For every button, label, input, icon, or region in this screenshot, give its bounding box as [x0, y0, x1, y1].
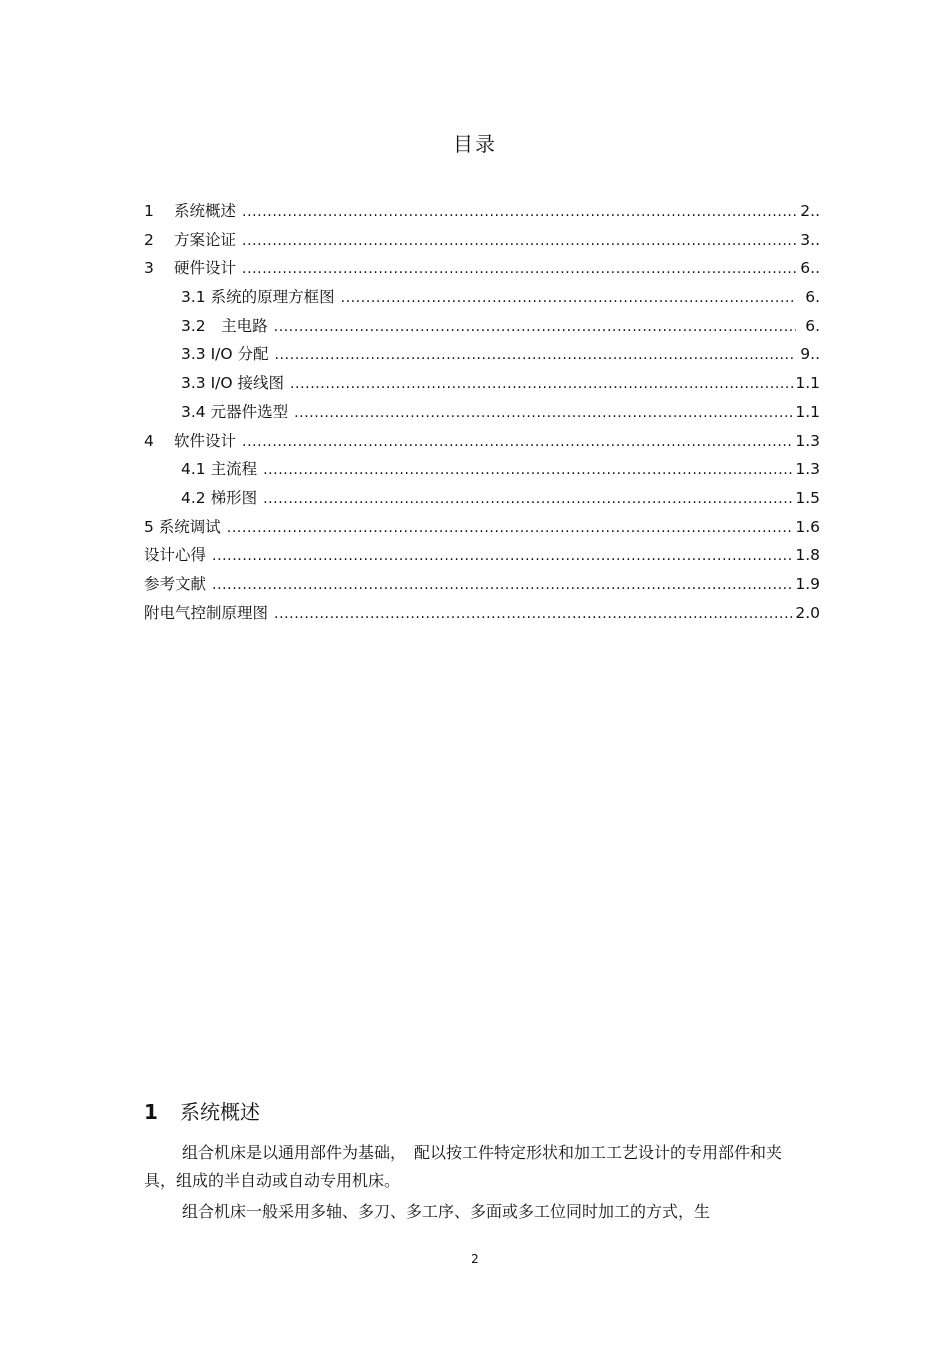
toc-entry-label: 硬件设计 [174, 259, 237, 278]
toc-entry-page: 1.5 [795, 488, 820, 507]
toc-subentry[interactable] [144, 369, 820, 398]
toc-entry[interactable] [144, 570, 820, 599]
toc-subentry[interactable] [144, 340, 820, 369]
paragraph-text: 组合机床是以通用部件为基础， 配以按工件特定形状和加工工艺设计的专用部件和夹具，组成的半自动或自动专用机床。 [144, 1143, 783, 1190]
toc-entry-label: 系统概述 [174, 202, 237, 220]
toc-entry-label: 设计心得 [144, 546, 207, 565]
toc-entry-label: 4.1 主流程 [181, 460, 258, 479]
toc-entry[interactable] [144, 427, 820, 456]
toc-leader-dots [242, 226, 796, 256]
toc-entry-number: 4 [144, 431, 154, 450]
toc-leader-dots [290, 369, 793, 399]
toc-entry-label: 方案论证 [174, 230, 237, 249]
toc-leader-dots [275, 340, 797, 370]
toc-leader-dots [212, 541, 793, 571]
toc-leader-dots [212, 570, 793, 600]
page-number: 2 [471, 1252, 479, 1266]
toc-entry[interactable] [144, 541, 820, 570]
toc-entry-label: 软件设计 [174, 431, 237, 450]
toc-entry-page: 6. [805, 288, 820, 307]
body-paragraph [144, 1139, 794, 1195]
toc-leader-dots [263, 484, 793, 514]
toc-entry-number: 3 [144, 259, 154, 278]
toc-leader-dots [227, 513, 794, 543]
toc-subentry[interactable] [144, 455, 820, 484]
toc-entry-label: 3.1 系统的原理方框图 [181, 288, 335, 307]
toc-entry[interactable] [144, 599, 820, 628]
toc-entry-page: 6. [805, 316, 820, 335]
toc-entry[interactable] [144, 197, 820, 226]
toc-entry-label: 3.3 I/O 接线图 [181, 374, 284, 393]
toc-leader-dots [242, 197, 796, 227]
toc-entry-page: 9.. [800, 345, 820, 364]
toc-entry-label: 4.2 梯形图 [181, 488, 258, 507]
toc-entry-page: 1.3 [795, 431, 820, 450]
toc-leader-dots [274, 312, 796, 342]
toc-subentry[interactable] [144, 484, 820, 513]
toc-entry[interactable] [144, 513, 820, 542]
toc-leader-dots [263, 455, 793, 485]
toc-leader-dots [294, 398, 793, 428]
toc-entry[interactable] [144, 226, 820, 255]
toc-entry-number: 2 [144, 230, 154, 249]
toc-entry-label: 附电气控制原理图 [144, 603, 269, 622]
toc-subentry[interactable] [144, 312, 820, 341]
toc-entry[interactable] [144, 254, 820, 283]
toc-title: 目录 [453, 132, 497, 156]
toc-entry-number: 1 [144, 202, 154, 220]
section-heading [144, 1096, 260, 1125]
toc-subentry[interactable] [144, 398, 820, 427]
toc-leader-dots [341, 283, 796, 313]
table-of-contents [144, 197, 820, 627]
section-number: 1 [144, 1100, 158, 1124]
toc-entry-label: 3.4 元器件选型 [181, 402, 289, 421]
toc-leader-dots [242, 254, 796, 284]
toc-entry-page: 1.1 [795, 374, 820, 393]
toc-entry-page: 1.8 [795, 546, 820, 565]
toc-leader-dots [242, 427, 793, 457]
toc-entry-page: 2.. [800, 202, 820, 220]
toc-entry-page: 1.9 [795, 574, 820, 593]
toc-entry-page: 1.3 [795, 460, 820, 479]
toc-entry-page: 3.. [800, 230, 820, 249]
toc-entry-page: 6.. [800, 259, 820, 278]
paragraph-text: 组合机床一般采用多轴、多刀、多工序、多面或多工位同时加工的方式，生 [182, 1202, 711, 1221]
toc-subentry[interactable] [144, 283, 820, 312]
toc-entry-label: 3.2 主电路 [181, 316, 268, 335]
body-paragraph [144, 1198, 794, 1226]
toc-entry-page: 1.1 [795, 402, 820, 421]
toc-entry-page: 1.6 [795, 517, 820, 536]
section-title: 系统概述 [180, 1100, 260, 1124]
toc-leader-dots [274, 599, 793, 629]
toc-entry-label: 参考文献 [144, 574, 207, 593]
toc-entry-label: 3.3 I/O 分配 [181, 345, 269, 364]
toc-entry-page: 2.0 [795, 603, 820, 622]
toc-entry-label: 5 系统调试 [144, 517, 221, 536]
